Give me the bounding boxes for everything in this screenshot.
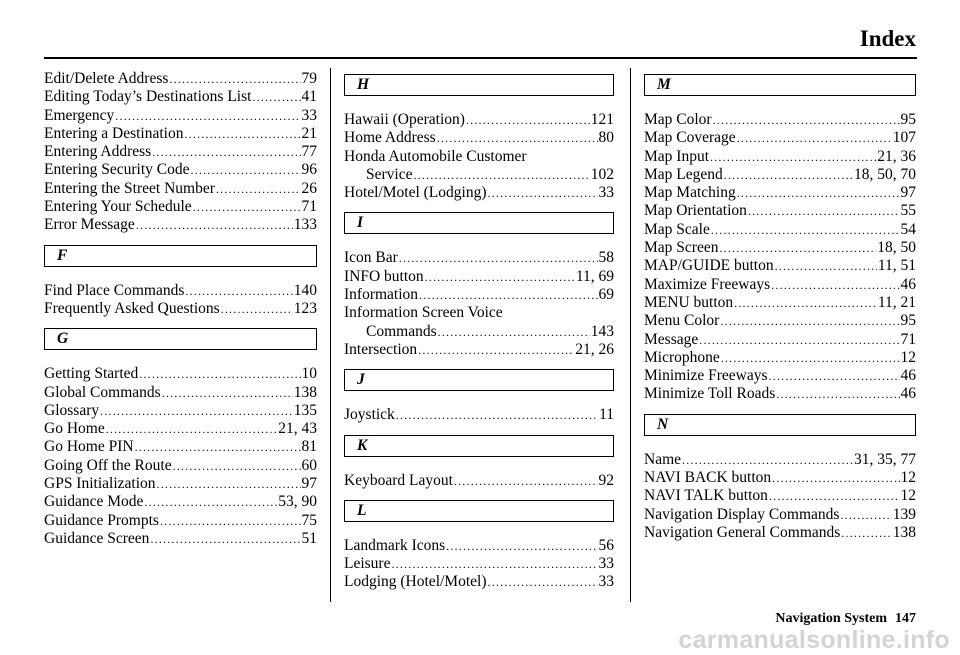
dot-leader <box>100 402 293 420</box>
dot-leader <box>748 202 900 220</box>
entry-term: MENU button <box>644 293 734 311</box>
entry-term: Maximize Freeways <box>644 275 771 293</box>
dot-leader <box>437 129 598 147</box>
entry-pages: 54 <box>900 220 916 238</box>
index-entry <box>344 406 614 424</box>
entry-term: Global Commands <box>44 383 161 401</box>
dot-leader <box>396 406 598 424</box>
entry-term: Navigation Display Commands <box>644 505 840 523</box>
title-rule <box>44 57 917 59</box>
index-entry <box>344 166 614 184</box>
entry-pages: 71 <box>900 330 916 348</box>
dot-leader <box>711 221 900 239</box>
index-entry <box>644 257 916 275</box>
column-divider <box>330 68 331 602</box>
index-entry <box>344 286 614 304</box>
entry-term: Map Matching <box>644 184 736 202</box>
dot-leader <box>252 88 300 106</box>
letter-header: H <box>344 74 614 96</box>
index-entry <box>344 111 614 129</box>
index-entry <box>344 268 614 286</box>
dot-leader <box>160 512 301 530</box>
entry-pages: 56 <box>598 536 614 554</box>
index-entry <box>644 367 916 385</box>
entry-pages: 21 <box>301 124 317 142</box>
index-entry <box>344 249 614 267</box>
dot-leader <box>454 472 598 490</box>
dot-leader <box>772 469 899 487</box>
entry-pages: 33 <box>598 555 614 573</box>
column-divider <box>630 68 631 602</box>
dot-leader <box>135 438 301 456</box>
dot-leader <box>466 111 590 129</box>
index-column-3 <box>644 70 916 542</box>
dot-leader <box>144 493 277 511</box>
index-entry <box>644 202 916 220</box>
letter-header: G <box>44 328 317 350</box>
index-entry <box>44 125 317 143</box>
entry-pages: 95 <box>900 111 916 128</box>
entry-term: Name <box>644 450 682 468</box>
entry-term: Hotel/Motel (Lodging) <box>344 184 487 202</box>
entry-pages: 95 <box>900 312 916 330</box>
index-entry <box>344 184 614 202</box>
dot-leader <box>191 161 301 179</box>
index-entry <box>44 457 317 475</box>
index-column-1 <box>44 70 317 548</box>
entry-pages: 33 <box>598 184 614 202</box>
letter-header: L <box>344 500 614 522</box>
index-entry <box>344 129 614 147</box>
entry-term: Navigation General Commands <box>644 523 841 541</box>
entry-term: Hawaii (Operation) <box>344 111 465 128</box>
dot-leader <box>413 166 589 184</box>
entry-term: Lodging (Hotel/Motel) <box>344 573 487 591</box>
dot-leader <box>776 385 899 403</box>
entry-term: Map Legend <box>644 165 723 183</box>
index-entry <box>344 304 614 322</box>
dot-leader <box>184 125 300 143</box>
index-entry <box>44 70 317 88</box>
entry-pages: 138 <box>293 383 317 401</box>
entry-pages: 46 <box>900 367 916 385</box>
entry-term: Information Screen Voice <box>344 304 503 322</box>
page-number: 147 <box>895 611 916 626</box>
entry-term: GPS Initialization <box>44 475 156 493</box>
entry-pages: 75 <box>301 511 317 529</box>
index-entry <box>644 276 916 294</box>
entry-term: Entering Your Schedule <box>44 198 192 216</box>
dot-leader <box>769 487 900 505</box>
index-entry <box>44 402 317 420</box>
index-entry <box>644 506 916 524</box>
index-entry <box>644 129 916 147</box>
entry-pages: 143 <box>590 322 614 340</box>
dot-leader <box>157 475 301 493</box>
entry-term: Guidance Screen <box>44 529 150 547</box>
index-entry <box>44 107 317 125</box>
dot-leader <box>185 282 292 300</box>
entry-pages: 11, 21 <box>877 293 916 311</box>
index-entry <box>344 472 614 490</box>
dot-leader <box>106 420 278 438</box>
dot-leader <box>173 457 301 475</box>
entry-pages: 10 <box>301 365 317 383</box>
dot-leader <box>193 198 301 216</box>
dot-leader <box>221 300 293 318</box>
index-entry <box>44 88 317 106</box>
entry-pages: 140 <box>293 281 317 299</box>
entry-pages: 51 <box>301 529 317 547</box>
entry-term: Map Input <box>644 147 710 165</box>
entry-term: Entering Security Code <box>44 161 190 179</box>
entry-pages: 21, 43 <box>278 420 317 438</box>
index-entry <box>644 524 916 542</box>
index-entry <box>44 438 317 456</box>
index-entry <box>344 323 614 341</box>
entry-pages: 81 <box>301 438 317 456</box>
entry-term: Find Place Commands <box>44 281 185 299</box>
entry-term: Joystick <box>344 406 395 424</box>
dot-leader <box>446 537 597 555</box>
entry-term: Map Screen <box>644 239 719 257</box>
entry-pages: 12 <box>900 487 916 505</box>
entry-term: INFO button <box>344 267 424 285</box>
entry-pages: 46 <box>900 275 916 293</box>
dot-leader <box>710 148 876 166</box>
entry-term: Keyboard Layout <box>344 471 453 489</box>
dot-leader <box>136 216 293 234</box>
entry-pages: 121 <box>590 111 614 128</box>
entry-term: Glossary <box>44 401 100 419</box>
dot-leader <box>775 257 877 275</box>
entry-pages: 135 <box>293 401 317 419</box>
index-entry <box>44 198 317 216</box>
watermark: carmanualsonline.info <box>678 626 950 654</box>
page-title: Index <box>859 26 916 51</box>
letter-header: M <box>644 74 916 96</box>
entry-term: Entering the Street Number <box>44 179 215 197</box>
dot-leader <box>162 384 293 402</box>
entry-term: NAVI BACK button <box>644 469 772 487</box>
entry-term: Honda Automobile Customer <box>344 147 527 165</box>
index-entry <box>644 349 916 367</box>
index-entry <box>644 451 916 469</box>
dot-leader <box>841 524 891 542</box>
entry-term: Guidance Mode <box>44 493 144 511</box>
letter-header: N <box>644 414 916 436</box>
entry-pages: 138 <box>892 523 916 541</box>
dot-leader <box>216 180 301 198</box>
dot-leader <box>721 349 900 367</box>
index-entry <box>44 530 317 548</box>
entry-pages: 53, 90 <box>278 493 317 511</box>
entry-pages: 58 <box>598 249 614 267</box>
dot-leader <box>438 323 590 341</box>
dot-leader <box>771 276 899 294</box>
index-entry <box>644 239 916 257</box>
entry-pages: 18, 50, 70 <box>854 165 916 183</box>
index-entry <box>644 312 916 330</box>
index-entry <box>644 166 916 184</box>
letter-header: J <box>344 369 614 391</box>
entry-pages: 41 <box>301 88 317 106</box>
dot-leader <box>720 312 899 330</box>
dot-leader <box>682 451 853 469</box>
entry-pages: 11, 69 <box>575 267 614 285</box>
entry-pages: 96 <box>301 161 317 179</box>
dot-leader <box>488 184 598 202</box>
index-entry <box>344 555 614 573</box>
index-entry <box>44 365 317 383</box>
entry-term: Go Home <box>44 420 105 438</box>
index-entry <box>644 184 916 202</box>
entry-term: Microphone <box>644 348 720 366</box>
entry-pages: 18, 50 <box>877 239 916 257</box>
entry-pages: 139 <box>892 505 916 523</box>
entry-pages: 102 <box>590 165 614 183</box>
entry-pages: 46 <box>900 385 916 403</box>
index-entry <box>644 331 916 349</box>
entry-pages: 12 <box>900 348 916 366</box>
index-entry <box>644 294 916 312</box>
entry-term: Map Scale <box>644 220 710 238</box>
dot-leader <box>399 249 598 267</box>
entry-term: Home Address <box>344 129 436 147</box>
index-entry <box>44 384 317 402</box>
dot-leader <box>115 107 300 125</box>
dot-leader <box>488 573 598 591</box>
entry-term: Message <box>644 330 699 348</box>
entry-term: Entering Address <box>44 143 152 161</box>
index-entry <box>644 469 916 487</box>
index-entry <box>344 573 614 591</box>
entry-term: NAVI TALK button <box>644 487 768 505</box>
entry-term: Commands <box>366 322 437 340</box>
dot-leader <box>737 129 892 147</box>
entry-pages: 31, 35, 77 <box>854 450 916 468</box>
entry-pages: 11, 51 <box>877 257 916 275</box>
footer-section-name: Navigation System <box>775 611 887 626</box>
entry-term: Map Coverage <box>644 129 736 147</box>
entry-term: Guidance Prompts <box>44 511 159 529</box>
entry-pages: 33 <box>598 573 614 591</box>
dot-leader <box>391 555 597 573</box>
entry-term: Getting Started <box>44 365 139 383</box>
dot-leader <box>418 341 574 359</box>
entry-pages: 21, 36 <box>877 147 916 165</box>
entry-pages: 107 <box>892 129 916 147</box>
entry-pages: 97 <box>900 184 916 202</box>
page-footer <box>775 611 916 627</box>
entry-pages: 60 <box>301 456 317 474</box>
dot-leader <box>419 286 597 304</box>
entry-pages: 33 <box>301 106 317 124</box>
entry-pages: 71 <box>301 198 317 216</box>
entry-term: Minimize Freeways <box>644 367 768 385</box>
entry-pages: 12 <box>900 469 916 487</box>
entry-term: Landmark Icons <box>344 536 446 554</box>
dot-leader <box>152 143 300 161</box>
letter-header: F <box>44 245 317 267</box>
index-entry <box>44 161 317 179</box>
dot-leader <box>169 70 300 88</box>
entry-term: Error Message <box>44 216 135 234</box>
index-entry <box>644 111 916 129</box>
entry-term: Minimize Toll Roads <box>644 385 776 403</box>
entry-term: Service <box>366 165 413 183</box>
index-entry <box>44 300 317 318</box>
index-entry <box>344 341 614 359</box>
dot-leader <box>737 184 900 202</box>
entry-term: Menu Color <box>644 312 720 330</box>
dot-leader <box>139 365 300 383</box>
dot-leader <box>699 331 899 349</box>
index-entry <box>44 216 317 234</box>
entry-term: Information <box>344 286 419 304</box>
dot-leader <box>724 166 853 184</box>
entry-pages: 21, 26 <box>575 340 614 358</box>
index-entry <box>44 282 317 300</box>
index-entry <box>44 493 317 511</box>
entry-term: Go Home PIN <box>44 438 134 456</box>
letter-header: K <box>344 435 614 457</box>
entry-pages: 69 <box>598 286 614 304</box>
index-entry <box>44 512 317 530</box>
dot-leader <box>150 530 300 548</box>
index-entry <box>644 385 916 403</box>
index-entry <box>44 180 317 198</box>
entry-pages: 133 <box>293 216 317 234</box>
dot-leader <box>425 268 575 286</box>
entry-pages: 26 <box>301 179 317 197</box>
entry-pages: 55 <box>900 202 916 220</box>
index-column-2 <box>344 70 614 592</box>
entry-term: Editing Today’s Destinations List <box>44 88 252 106</box>
entry-pages: 79 <box>301 70 317 87</box>
index-entry <box>44 420 317 438</box>
entry-term: Going Off the Route <box>44 456 172 474</box>
entry-pages: 11 <box>599 406 614 424</box>
dot-leader <box>713 111 900 129</box>
index-entry <box>644 221 916 239</box>
index-entry <box>44 475 317 493</box>
entry-pages: 97 <box>301 475 317 493</box>
dot-leader <box>840 506 891 524</box>
index-entry <box>44 143 317 161</box>
entry-term: Edit/Delete Address <box>44 70 169 87</box>
dot-leader <box>769 367 900 385</box>
index-entry <box>644 487 916 505</box>
entry-term: Emergency <box>44 106 115 124</box>
index-entry <box>344 537 614 555</box>
entry-term: Intersection <box>344 340 418 358</box>
entry-term: Icon Bar <box>344 249 398 267</box>
entry-term: Frequently Asked Questions <box>44 299 220 317</box>
entry-pages: 123 <box>293 299 317 317</box>
entry-pages: 80 <box>598 129 614 147</box>
dot-leader <box>719 239 876 257</box>
letter-header: I <box>344 212 614 234</box>
entry-pages: 92 <box>598 471 614 489</box>
entry-term: Entering a Destination <box>44 124 184 142</box>
entry-term: Map Orientation <box>644 202 747 220</box>
entry-term: MAP/GUIDE button <box>644 257 774 275</box>
index-entry <box>344 148 614 166</box>
entry-pages: 77 <box>301 143 317 161</box>
entry-term: Map Color <box>644 111 712 128</box>
entry-term: Leisure <box>344 555 391 573</box>
index-entry <box>644 148 916 166</box>
dot-leader <box>734 294 877 312</box>
